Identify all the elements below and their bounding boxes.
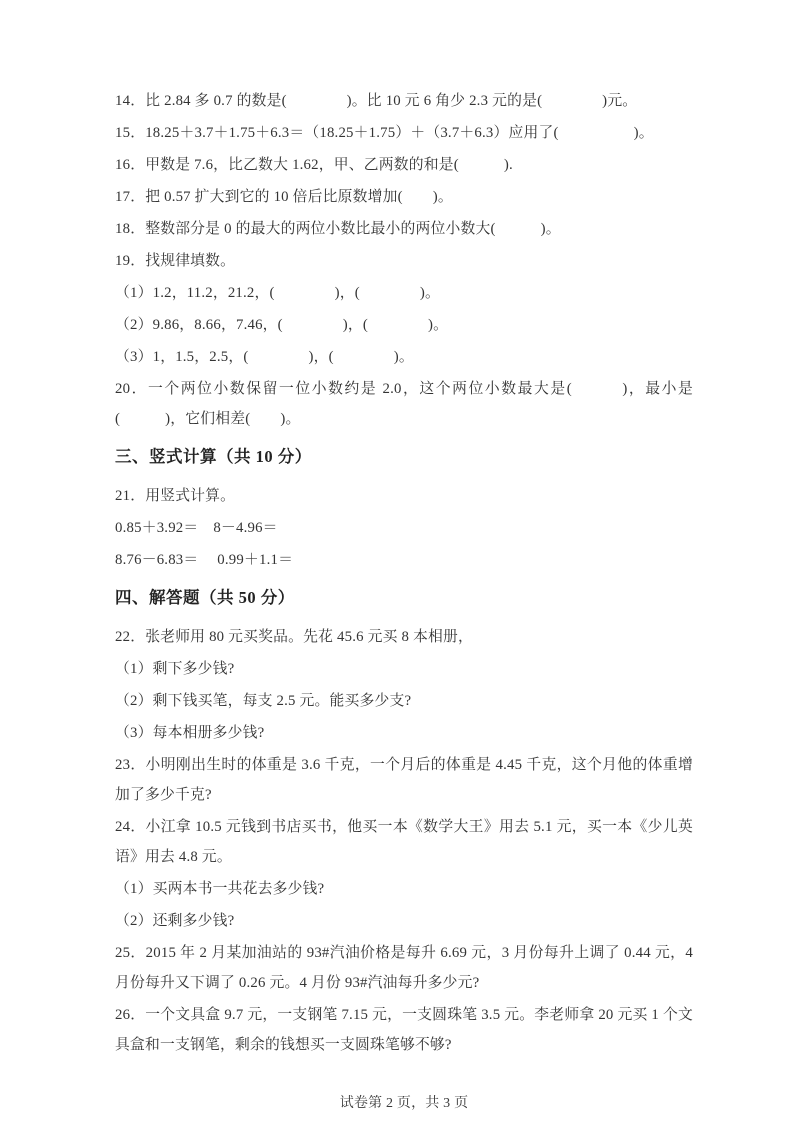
question-24-sub-1: （1）买两本书一共花去多少钱? xyxy=(115,881,325,897)
question-22-sub-3: （3）每本相册多少钱? xyxy=(115,725,265,741)
question-19: 19．找规律填数。 xyxy=(115,253,236,269)
question-14: 14．比 2.84 多 0.7 的数是( )。比 10 元 6 角少 2.3 元的是( )元。 xyxy=(115,93,638,109)
question-18: 18．整数部分是 0 的最大的两位小数比最小的两位小数大( )。 xyxy=(115,221,561,237)
page-footer: 试卷第 2 页，共 3 页 xyxy=(339,1096,469,1111)
section-heading-word-problems: 四、解答题（共 50 分） xyxy=(115,588,295,607)
question-19-sub-3: （3）1，1.5，2.5，( )，( )。 xyxy=(115,349,414,365)
question-19-sub-2: （2）9.86，8.66，7.46，( )，( )。 xyxy=(115,317,449,333)
question-25: 25．2015 年 2 月某加油站的 93#汽油价格是每升 6.69 元，3 月份每升上调了 0.44 元，4 月份每升又下调了 0.26 元。4 月份 93#汽油每升多少元? xyxy=(115,945,693,991)
question-22-sub-2: （2）剩下钱买笔，每支 2.5 元。能买多少支? xyxy=(115,693,412,709)
equation-row-2: 8.76－6.83＝ 0.99＋1.1＝ xyxy=(115,552,294,568)
question-20: 20．一个两位小数保留一位小数约是 2.0，这个两位小数最大是( )，最小是( )，它们相差( )。 xyxy=(115,381,693,427)
question-21: 21．用竖式计算。 xyxy=(115,488,236,504)
question-16: 16．甲数是 7.6，比乙数大 1.62，甲、乙两数的和是( ). xyxy=(115,157,513,173)
question-23: 23．小明刚出生时的体重是 3.6 千克，一个月后的体重是 4.45 千克，这个月他的体重增加了多少千克? xyxy=(115,757,693,803)
section-heading-vertical-calculation: 三、竖式计算（共 10 分） xyxy=(115,447,312,466)
question-22-sub-1: （1）剩下多少钱? xyxy=(115,661,235,677)
equation-row-1: 0.85＋3.92＝ 8－4.96＝ xyxy=(115,520,278,536)
question-19-sub-1: （1）1.2，11.2，21.2，( )，( )。 xyxy=(115,285,440,301)
question-17: 17．把 0.57 扩大到它的 10 倍后比原数增加( )。 xyxy=(115,189,453,205)
question-26: 26．一个文具盒 9.7 元，一支钢笔 7.15 元，一支圆珠笔 3.5 元。李老师拿 20 元买 1 个文具盒和一支钢笔，剩余的钱想买一支圆珠笔够不够? xyxy=(115,1007,693,1053)
question-24: 24．小江拿 10.5 元钱到书店买书，他买一本《数学大王》用去 5.1 元，买一本《少儿英语》用去 4.8 元。 xyxy=(115,819,693,865)
question-24-sub-2: （2）还剩多少钱? xyxy=(115,913,235,929)
question-22: 22．张老师用 80 元买奖品。先花 45.6 元买 8 本相册， xyxy=(115,629,474,645)
question-15: 15．18.25＋3.7＋1.75＋6.3＝（18.25＋1.75）＋（3.7＋6.3）应用了( )。 xyxy=(115,125,654,141)
